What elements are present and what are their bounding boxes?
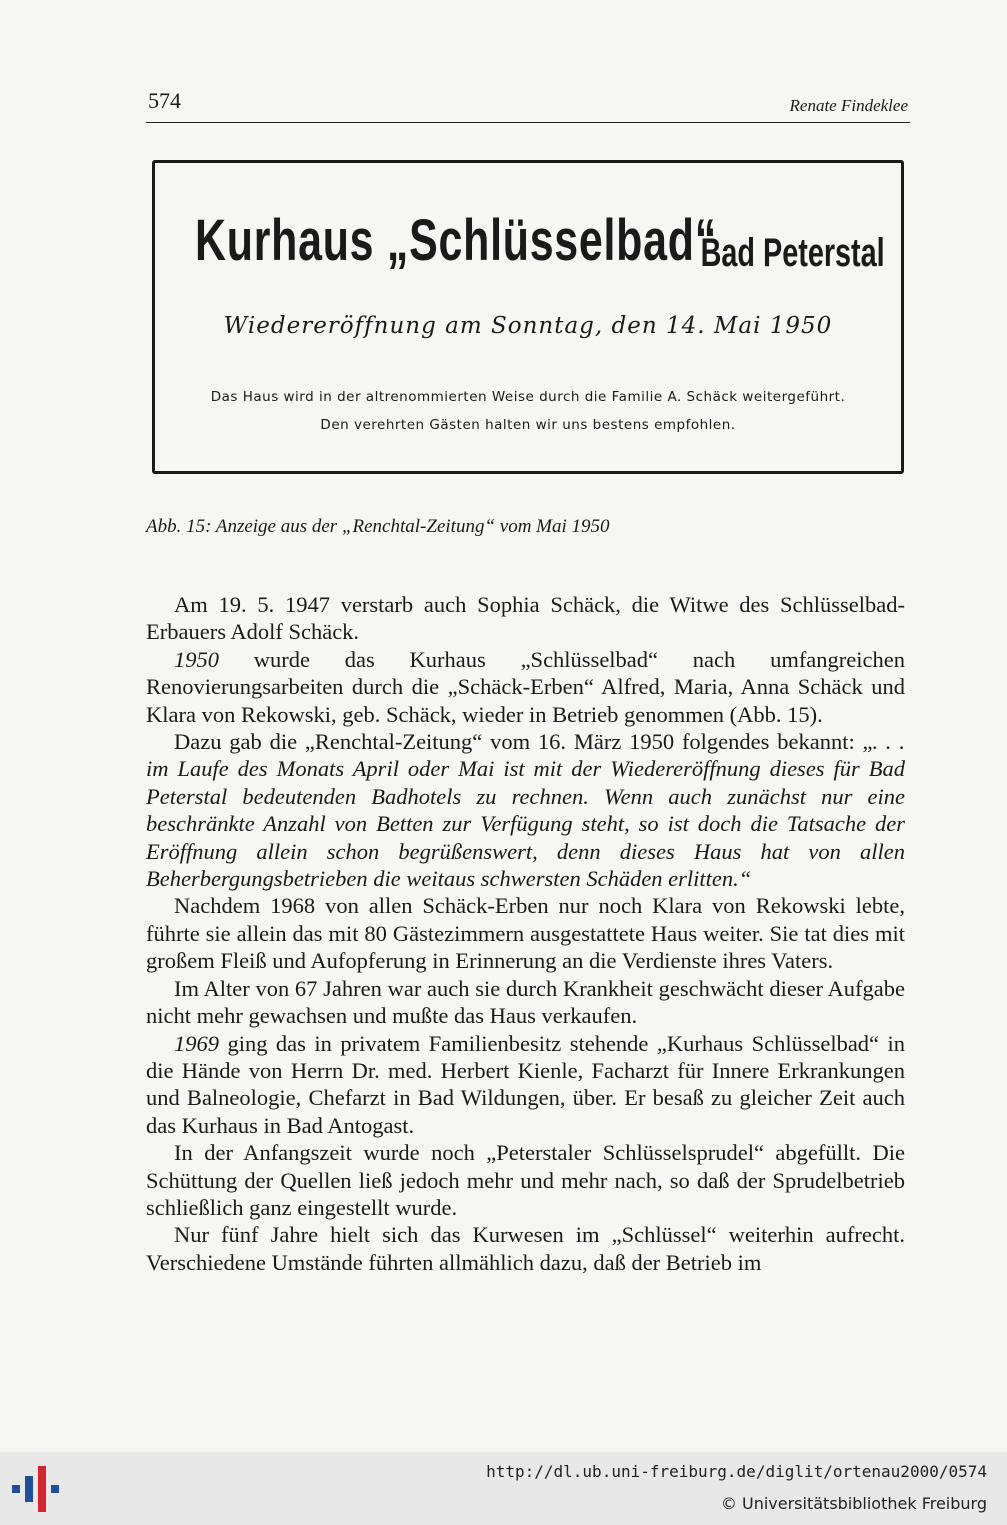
advertisement-line-1: Das Haus wird in der altrenommierten Weise durch die Familie A. Schäck weitergeführt.	[210, 389, 846, 405]
paragraph: Im Alter von 67 Jahren war auch sie durch Krankheit geschwächt dieser Aufgabe nicht mehr gewachsen und mußte das Haus verkaufen.	[146, 975, 905, 1029]
advertisement-subtitle: Wiedereröffnung am Sonntag, den 14. Mai 1950	[223, 313, 833, 339]
paragraph	[146, 728, 905, 892]
paragraph	[146, 646, 905, 728]
advertisement-title	[195, 207, 885, 287]
paragraph: In der Anfangszeit wurde noch „Peterstaler Schlüsselsprudel“ abgefüllt. Die Schüttung der Quellen ließ jedoch mehr und mehr nach, so daß der Sprudelbetrieb schließlich ganz eingestellt wurde.	[146, 1140, 905, 1220]
source-url-link[interactable]: http://dl.ub.uni-freiburg.de/diglit/ortenau2000/0574	[486, 1462, 987, 1481]
year-emphasis: 1969	[174, 1030, 219, 1056]
paragraph: Nachdem 1968 von allen Schäck-Erben nur noch Klara von Rekowski lebte, führte sie allein das mit 80 Gästezimmern ausgestattete Haus weiter. Sie tat dies mit großem Fleiß und Aufopferung in Erinnerung an die Verdienste ihres Vaters.	[146, 893, 905, 974]
body-text	[146, 591, 905, 1276]
advertisement-title-main: Kurhaus „Schlüsselbad“	[195, 208, 717, 273]
page-number: 574	[148, 88, 181, 113]
paragraph-text: ging das in privatem Familienbesitz stehende „Kurhaus Schlüsselbad“ in die Hände von Herrn Dr. med. Herbert Kienle, Facharzt für Innere Erkrankungen und Balneologie, Chefarzt in Bad Wildungen, über. Er besaß zu gleicher Zeit auch das Kurhaus in Bad Antogast.	[146, 1030, 906, 1138]
ub-freiburg-logo-icon	[12, 1466, 66, 1512]
paragraph	[146, 1030, 905, 1140]
paragraph-text: wurde das Kurhaus „Schlüsselbad“ nach umfangreichen Renovierungsarbeiten durch die „Schäck-Erben“ Alfred, Maria, Anna Schäck und Klara von Rekowski, geb. Schäck, wieder in Betrieb genommen (Abb. 15).	[146, 646, 905, 727]
paragraph: Am 19. 5. 1947 verstarb auch Sophia Schäck, die Witwe des Schlüsselbad-Erbauers Adolf Schäck.	[146, 592, 905, 645]
quotation: . . . im Laufe des Monats April oder Mai ist mit der Wiedereröffnung dieses für Bad Peterstal bedeutenden Badhotels zu rechnen. Wenn auch zunächst nur eine beschränkte Anzahl von Betten zur Verfügung steht, so ist doch die Tatsache der Eröffnung allein schon begrüßenswert, denn dieses Haus hat von allen Beherbergungsbetrieben die weitaus schwersten Schäden erlitten.“	[146, 729, 905, 892]
viewer-footer	[0, 1452, 1007, 1525]
advertisement-title-place: Bad Peterstal	[700, 231, 885, 275]
figure-caption: Abb. 15: Anzeige aus der „Renchtal-Zeitung“ vom Mai 1950	[146, 516, 610, 537]
year-emphasis: 1950	[174, 646, 219, 672]
page-header	[146, 88, 910, 123]
running-head-author: Renate Findeklee	[789, 96, 908, 115]
paragraph-text: Dazu gab die „Renchtal-Zeitung“ vom 16. März 1950 folgendes bekannt: „	[174, 729, 873, 755]
copyright-notice: © Universitätsbibliothek Freiburg	[720, 1494, 987, 1513]
paragraph: Nur fünf Jahre hielt sich das Kurwesen im „Schlüssel“ weiterhin aufrecht. Verschiedene Umstände führten allmählich dazu, daß der Betrieb im	[146, 1222, 905, 1275]
advertisement-line-2: Den verehrten Gästen halten wir uns bestens empfohlen.	[320, 417, 736, 433]
advertisement-box	[152, 160, 904, 474]
